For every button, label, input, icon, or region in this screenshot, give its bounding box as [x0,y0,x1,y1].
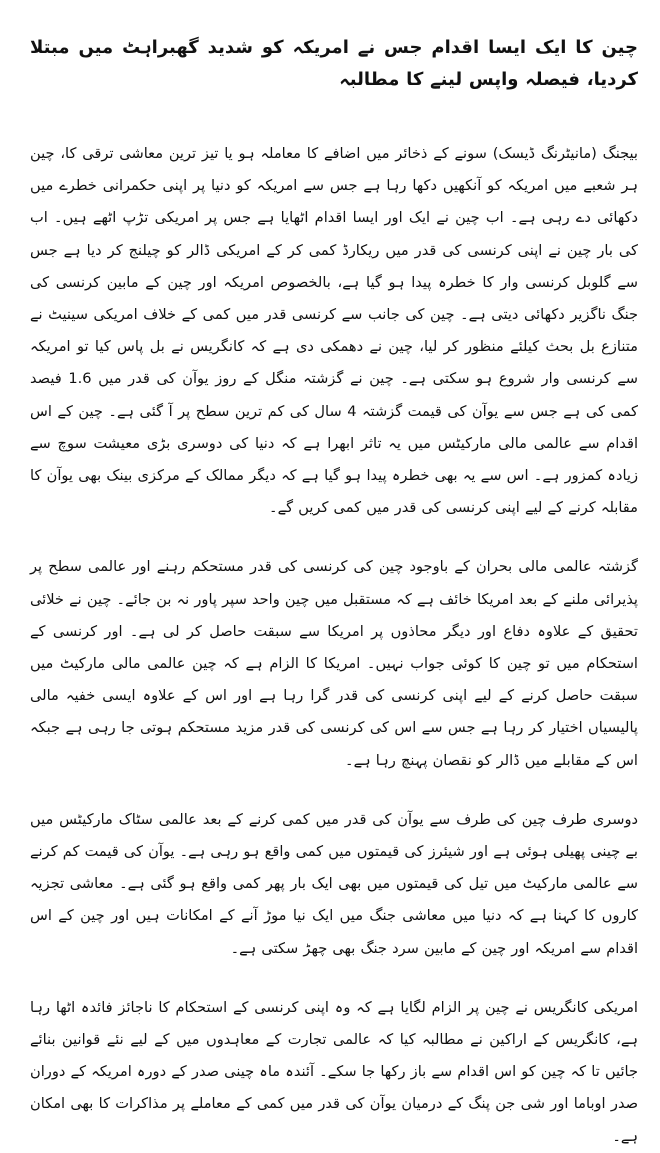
article-paragraph-2: گزشتہ عالمی مالی بحران کے باوجود چین کی کرنسی کی قدر مستحکم رہنے اور عالمی سطح پر پذیرائی ملنے کے بعد امریکا خائف ہے کہ مستقبل میں چین واحد سپر پاور نہ بن جائے۔ چین نے خلائی تحقیق کے علاوہ دفاع اور دیگر محاذوں پر امریکا سے سبقت حاصل کر لی ہے۔ اور کرنسی کے استحکام میں تو چین کا کوئی جواب نہیں۔ امریکا کا الزام ہے کہ چین عالمی مالی مارکیٹ میں سبقت حاصل کرنے کے لیے اپنی کرنسی کی قدر گرا رہا ہے اور اس کے علاوہ ایسی خفیہ مالی پالیسیاں اختیار کر رہا ہے جس سے اس کی کرنسی کی قدر مزید مستحکم ہوتی جا رہی ہے جبکہ اس کے مقابلے میں ڈالر کو نقصان پہنچ رہا ہے۔ [30,558,638,769]
article-paragraph-4: امریکی کانگریس نے چین پر الزام لگایا ہے کہ وہ اپنی کرنسی کے استحکام کا ناجائز فائدہ اٹھا رہا ہے، کانگریس کے اراکین نے مطالبہ کیا کہ عالمی تجارت کے معاہدوں میں کے لیے نئے قوانین بنائے جائیں تا کہ چین کو اس اقدام سے باز رکھا جا سکے۔ آئندہ ماہ چینی صدر کے دورہ امریکہ کے دوران صدر اوباما اور شی جن پنگ کے درمیان یوآن کی قدر میں کمی کے معاملے پر مذاکرات کا بھی امکان ہے۔ [30,998,638,1145]
article-paragraph-3: دوسری طرف چین کی طرف سے یوآن کی قدر میں کمی کرنے کے بعد عالمی سٹاک مارکیٹس میں بے چینی پھیلی ہوئی ہے اور شیئرز کی قیمتوں میں کمی واقع ہو رہی ہے۔ یوآن کی قیمت کم کرنے سے عالمی مارکیٹ میں تیل کی قیمتوں میں بھی ایک بار پھر کمی واقع ہو گئی ہے۔ معاشی تجزیہ کاروں کا کہنا ہے کہ دنیا میں معاشی جنگ میں ایک نیا موڑ آنے کے امکانات ہیں اور چین کے اس اقدام سے امریکہ اور چین کے مابین سرد جنگ بھی چھڑ سکتی ہے۔ [30,810,638,957]
article-paragraph-1: بیجنگ (مانیٹرنگ ڈیسک) سونے کے ذخائر میں اضافے کا معاملہ ہو یا تیز ترین معاشی ترقی کا، چین ہر شعبے میں امریکہ کو آنکھیں دکھا رہا ہے جس سے امریکہ کو دنیا پر اپنی حکمرانی خطرے میں دکھائی دے رہی ہے۔ اب چین نے ایک اور ایسا اقدام اٹھایا ہے جس پر امریکی تڑپ اٹھے ہیں۔ اب کی بار چین نے اپنی کرنسی کی قدر میں ریکارڈ کمی کر کے امریکی ڈالر کو چیلنج کر دیا ہے جس سے گلوبل کرنسی وار کا خطرہ پیدا ہو گیا ہے، بالخصوص امریکہ اور چین کے مابین کرنسی کی جنگ ناگزیر دکھائی دیتی ہے۔ چین کی جانب سے کرنسی قدر میں کمی کے خلاف امریکی سینیٹ نے متنازع بل بحث کیلئے منظور کر لیا، چین نے دھمکی دی ہے کہ کانگریس نے بل پاس کیا تو امریکہ سے کرنسی وار شروع ہو سکتی ہے۔ چین نے گزشتہ منگل کے روز یوآن کی قدر میں 1.6 فیصد کمی کی ہے جس سے یوآن کی قیمت گزشتہ 4 سال کی کم ترین سطح پر آ گئی ہے۔ چین کے اس اقدام سے عالمی مالی مارکیٹس میں یہ تاثر ابھرا ہے کہ دنیا کی دوسری بڑی معیشت سوچ سے زیادہ کمزور ہے۔ اس سے یہ بھی خطرہ پیدا ہو گیا ہے کہ دیگر ممالک کے مرکزی بینک بھی یوآن کا مقابلہ کرنے کے لیے اپنی کرنسی کی قدر میں کمی کریں گے۔ [30,145,638,517]
article-headline: چین کا ایک ایسا اقدام جس نے امریکہ کو شدید گھبراہٹ میں مبتلا کردیا، فیصلہ واپس لینے کا مطالبہ [30,37,638,90]
